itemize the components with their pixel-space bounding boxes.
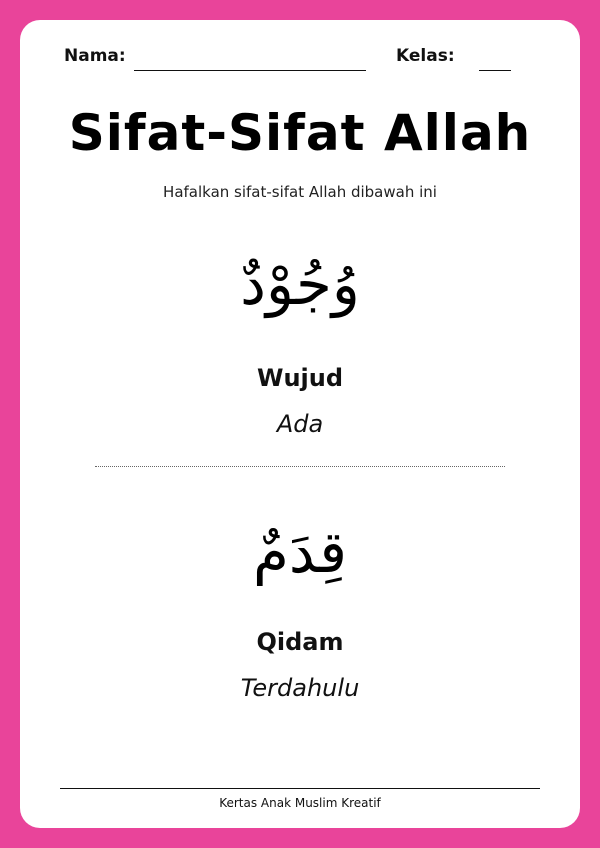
page-title: Sifat-Sifat Allah	[68, 104, 532, 162]
footer-rule	[60, 788, 540, 789]
footer-credit: Kertas Anak Muslim Kreatif	[219, 796, 381, 810]
arabic-term: وُجُوْدٌ	[240, 250, 360, 318]
term-meaning: Terdahulu	[240, 674, 360, 702]
page-subtitle: Hafalkan sifat-sifat Allah dibawah ini	[163, 183, 437, 201]
term-meaning: Ada	[276, 410, 324, 438]
name-label: Nama:	[64, 46, 126, 66]
latin-term: Wujud	[256, 364, 344, 392]
class-label: Kelas:	[396, 46, 455, 66]
name-blank-line	[134, 70, 366, 71]
class-blank-line	[479, 70, 511, 71]
student-info-row	[64, 46, 536, 76]
arabic-term: قِدَمٌ	[252, 518, 348, 586]
section-divider	[95, 466, 505, 467]
latin-term: Qidam	[256, 628, 344, 656]
